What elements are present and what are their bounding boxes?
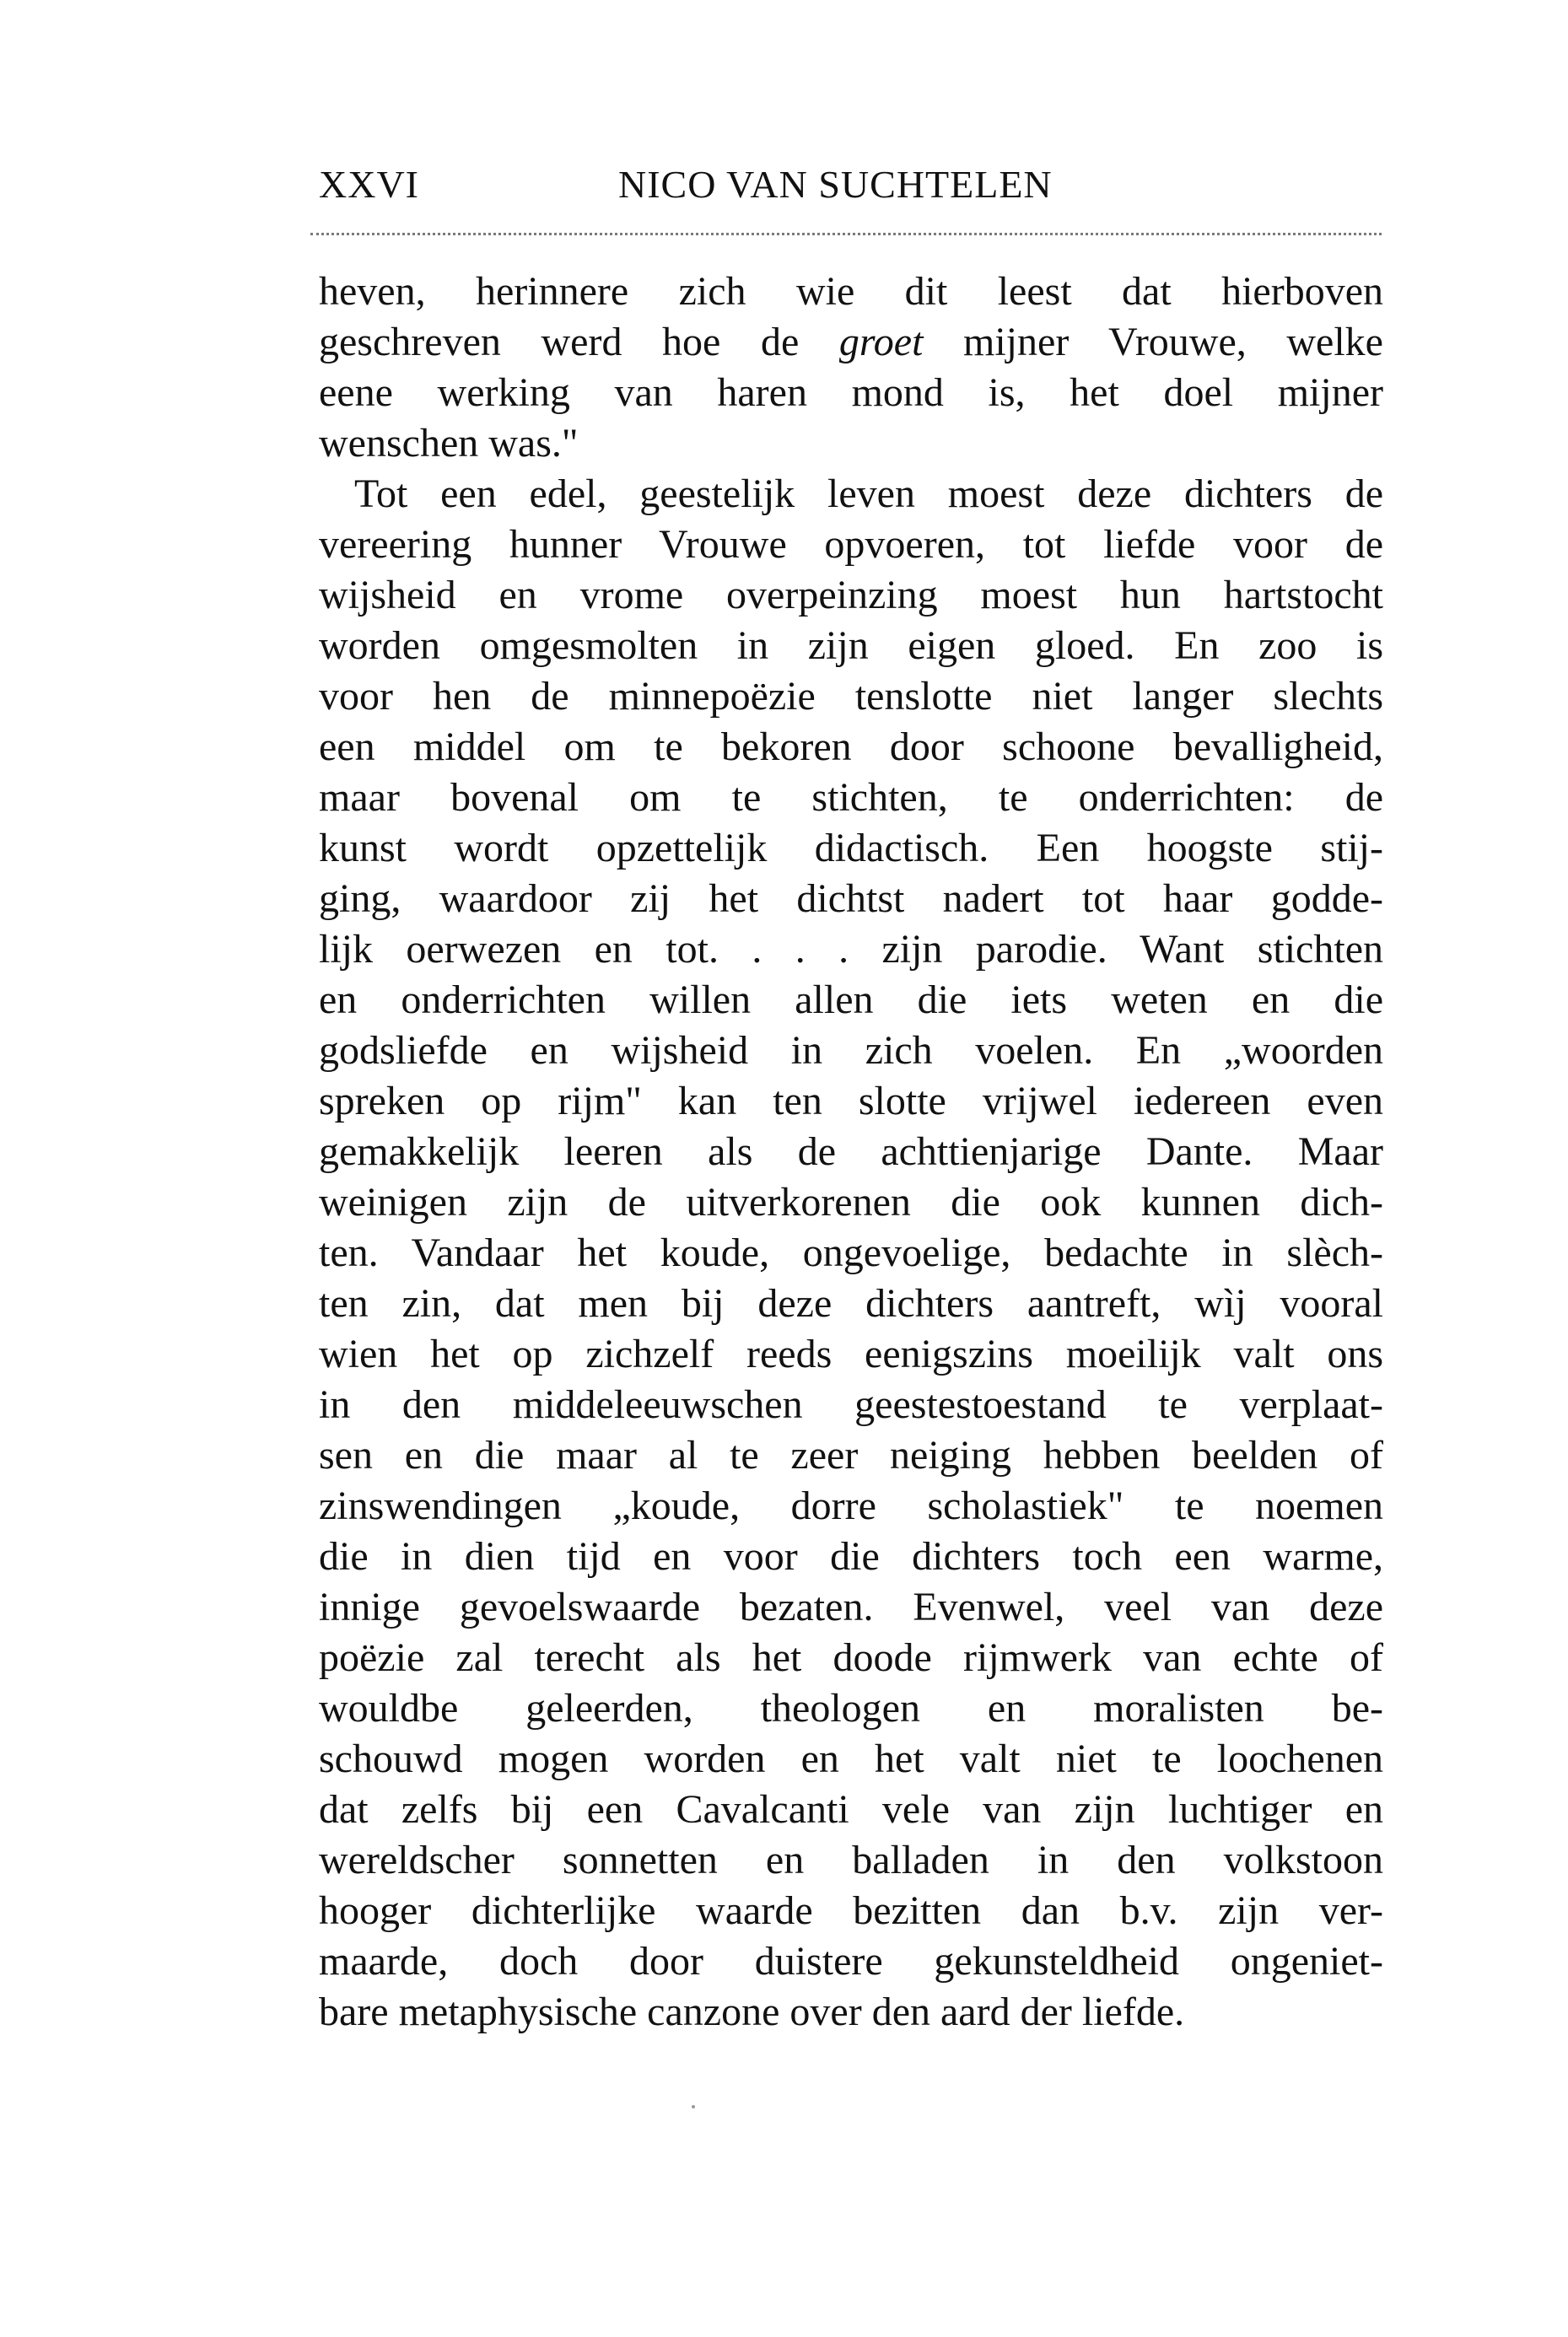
text-run: geschreven werd hoe de	[319, 320, 839, 364]
text-line: ten zin, dat men bij deze dichters aantreft, wìj vooral	[319, 1281, 1383, 1326]
text-line: wereldscher sonnetten en balladen in den volkstoon	[319, 1838, 1383, 1882]
text-line: gemakkelijk leeren als de achttienjarige Dante. Maar	[319, 1129, 1383, 1174]
text-line: en onderrichten willen allen die iets weten en die	[319, 977, 1383, 1022]
text-line: maar bovenal om te stichten, te onderrichten: de	[319, 775, 1383, 820]
text-line: poëzie zal terecht als het doode rijmwerk van echte of	[319, 1635, 1383, 1680]
text-line: eene werking van haren mond is, het doel mijner	[319, 370, 1383, 415]
body-text	[319, 267, 1383, 2038]
text-line: weinigen zijn de uitverkorenen die ook kunnen dich-	[319, 1180, 1383, 1225]
text-line: hooger dichterlijke waarde bezitten dan b.v. zijn ver-	[319, 1888, 1383, 1933]
paragraph-first-line: Tot een edel, geestelijk leven moest deze dichters de	[354, 471, 1383, 516]
paper-speck	[692, 2105, 695, 2108]
running-title: NICO VAN SUCHTELEN	[618, 163, 1053, 206]
text-line: spreken op rijm" kan ten slotte vrijwel iedereen even	[319, 1079, 1383, 1123]
text-line: dat zelfs bij een Cavalcanti vele van zijn luchtiger en	[319, 1787, 1383, 1832]
text-run: mijner Vrouwe, welke	[923, 320, 1383, 364]
text-line: wouldbe geleerden, theologen en moralisten be-	[319, 1686, 1383, 1731]
text-line: een middel om te bekoren door schoone bevalligheid,	[319, 724, 1383, 769]
text-line: lijk oerwezen en tot. . . . zijn parodie. Want stichten	[319, 927, 1383, 972]
page-number: XXVI	[319, 163, 419, 206]
text-line: schouwd mogen worden en het valt niet te loochenen	[319, 1737, 1383, 1781]
text-line: wien het op zichzelf reeds eenigszins moeilijk valt ons	[319, 1332, 1383, 1376]
text-line: ten. Vandaar het koude, ongevoelige, bedachte in slèch-	[319, 1230, 1383, 1275]
text-line: sen en die maar al te zeer neiging hebben beelden of	[319, 1433, 1383, 1478]
text-line: wenschen was."	[319, 421, 579, 466]
text-line: voor hen de minnepoëzie tenslotte niet langer slechts	[319, 674, 1383, 719]
text-line: kunst wordt opzettelijk didactisch. Een hoogste stij-	[319, 826, 1383, 870]
text-line: bare metaphysische canzone over den aard der liefde.	[319, 1990, 1185, 2034]
text-line: zinswendingen „koude, dorre scholastiek" te noemen	[319, 1484, 1383, 1528]
text-line: wijsheid en vrome overpeinzing moest hun hartstocht	[319, 573, 1383, 617]
text-line: innige gevoelswaarde bezaten. Evenwel, veel van deze	[319, 1585, 1383, 1629]
text-line: die in dien tijd en voor die dichters toch een warme,	[319, 1534, 1383, 1579]
running-head	[319, 162, 1383, 213]
text-line: ging, waardoor zij het dichtst nadert tot haar godde-	[319, 876, 1383, 921]
text-line: maarde, doch door duistere gekunsteldheid ongeniet-	[319, 1939, 1383, 1984]
text-line: worden omgesmolten in zijn eigen gloed. En zoo is	[319, 623, 1383, 668]
header-dotted-rule	[310, 233, 1382, 235]
text-line: vereering hunner Vrouwe opvoeren, tot liefde voor de	[319, 522, 1383, 567]
text-line	[319, 317, 1383, 368]
text-line: in den middeleeuwschen geestestoestand te verplaat-	[319, 1382, 1383, 1427]
text-line: godsliefde en wijsheid in zich voelen. En „woorden	[319, 1028, 1383, 1073]
emphasized-word: groet	[838, 320, 924, 364]
text-line: heven, herinnere zich wie dit leest dat hierboven	[319, 269, 1383, 314]
